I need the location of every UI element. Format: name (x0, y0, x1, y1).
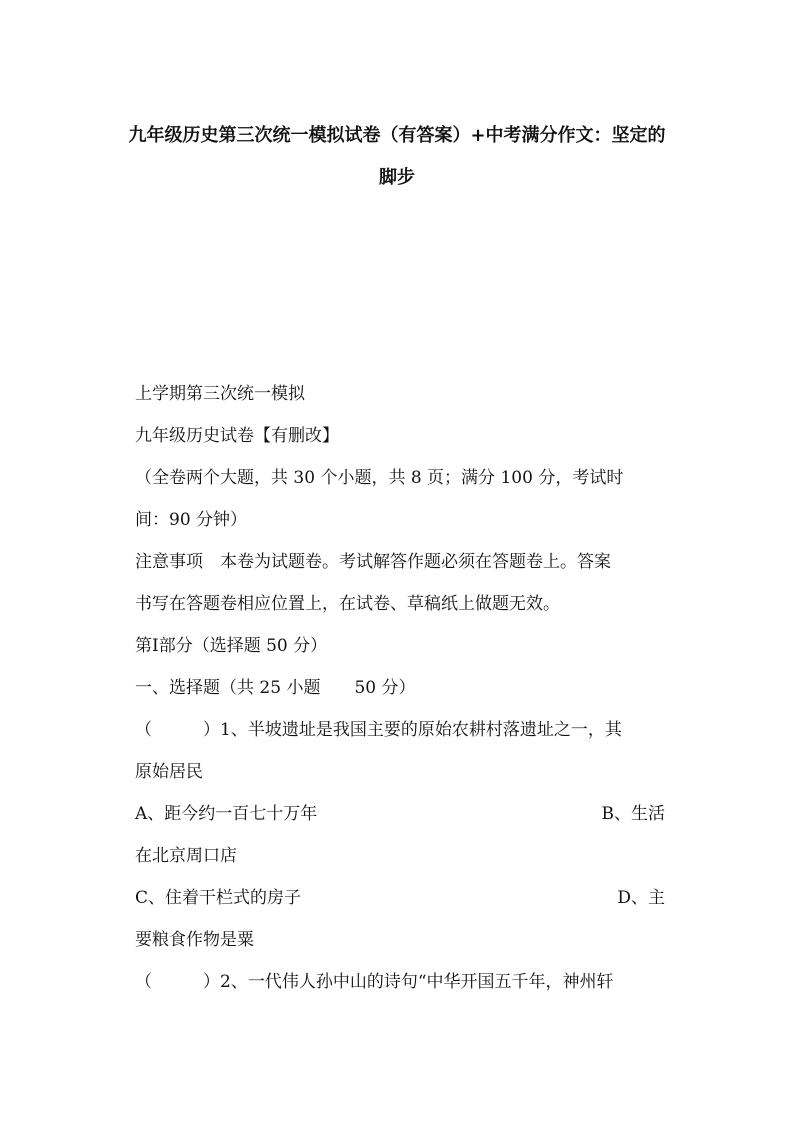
notice-line-1: 注意事项 本卷为试题卷。考试解答作题必须在答题卷上。答案 (135, 552, 611, 572)
document-title-line-2: 脚步 (379, 167, 415, 188)
option-a-row (135, 802, 665, 826)
option-c-row (135, 886, 665, 910)
exam-subject: 九年级历史试卷【有删改】 (135, 426, 339, 446)
option-a: A、距今约一百七十万年 (135, 804, 318, 824)
document-title-line-1: 九年级历史第三次统一模拟试卷（有答案）+中考满分作文：坚定的 (128, 125, 666, 146)
part-heading: 第Ⅰ部分（选择题 50 分） (135, 636, 328, 656)
option-d-continued: 要粮食作物是粟 (135, 930, 254, 950)
option-d: D、主 (617, 888, 665, 908)
section-heading: 一、选择题（共 25 小题 50 分） (135, 678, 416, 698)
question-2-line-1: （ ）2、一代伟人孙中山的诗句“中华开国五千年，神州轩 (135, 972, 614, 992)
exam-info-line-1: （全卷两个大题，共 30 个小题，共 8 页；满分 100 分，考试时 (135, 468, 624, 488)
question-1-line-2: 原始居民 (135, 762, 203, 782)
option-b-continued: 在北京周口店 (135, 846, 237, 866)
question-1-line-1: （ ）1、半坡遗址是我国主要的原始农耕村落遗址之一，其 (135, 720, 622, 740)
notice-line-2: 书写在答题卷相应位置上，在试卷、草稿纸上做题无效。 (135, 594, 560, 614)
option-c: C、住着干栏式的房子 (135, 888, 302, 908)
exam-info-line-2: 间：90 分钟） (135, 510, 248, 530)
exam-heading: 上学期第三次统一模拟 (135, 384, 305, 404)
option-b: B、生活 (601, 804, 665, 824)
